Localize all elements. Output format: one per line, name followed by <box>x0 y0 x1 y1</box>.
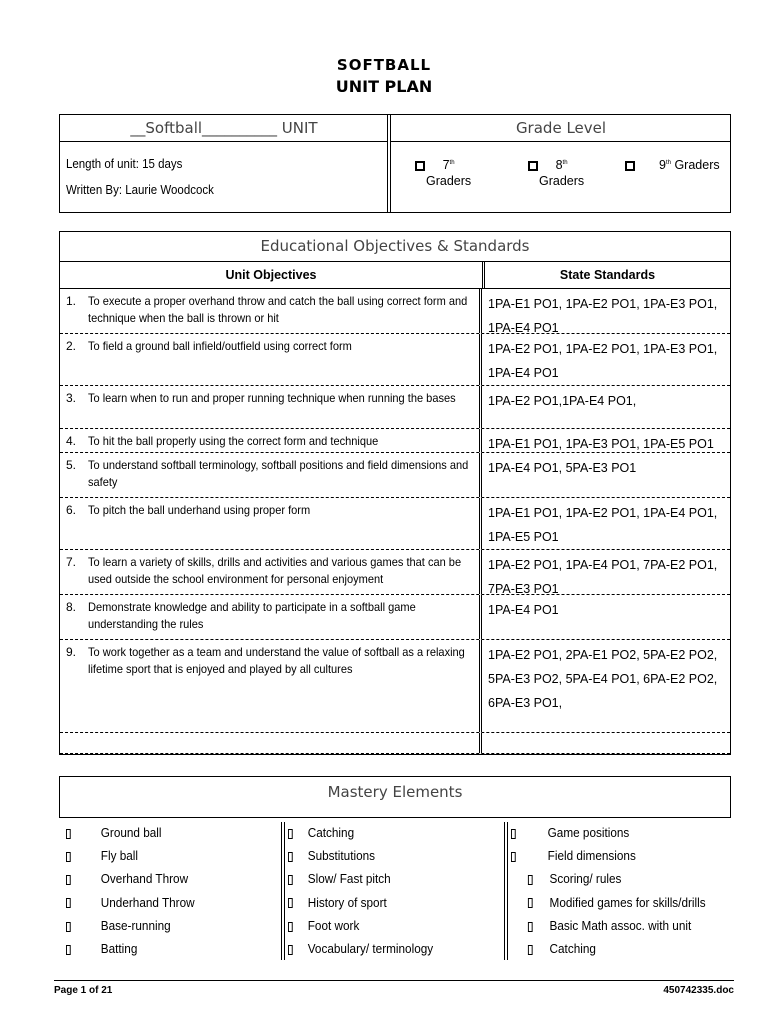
objective-text: To learn when to run and proper running technique when running the bases <box>88 391 456 405</box>
objective-cell <box>60 595 482 639</box>
grade-option-8[interactable]: 8th Graders <box>511 155 584 189</box>
document-title <box>0 54 768 98</box>
mastery-item: History of sport <box>288 892 433 915</box>
objective-text: To work together as a team and understand the value of softball as a relaxing lifetime sport that is enjoyed and played by all cultures <box>88 645 465 676</box>
mastery-item: Fly ball <box>66 845 195 868</box>
objective-row <box>60 498 730 550</box>
standards-cell: 1PA-E4 PO1 <box>488 603 559 617</box>
unit-label: __Softball__________ UNIT <box>60 115 388 142</box>
bullet-icon <box>66 829 71 839</box>
bullet-icon <box>288 875 293 885</box>
title-line2: UNIT PLAN <box>335 77 433 96</box>
standards-cell: 1PA-E2 PO1, 2PA-E1 PO2, 5PA-E2 PO2, 5PA-E3 PO2, 5PA-E4 PO1, 6PA-E2 PO2, 6PA-E3 PO1, <box>488 648 718 710</box>
checkbox-icon[interactable] <box>528 161 538 171</box>
mastery-column-2 <box>288 822 442 961</box>
mastery-item: Basic Math assoc. with unit <box>511 915 706 938</box>
mastery-column-1 <box>66 822 203 961</box>
state-standards-header: State Standards <box>559 268 656 282</box>
objective-number: 7. <box>66 555 77 569</box>
mastery-item: Vocabulary/ terminology <box>288 938 433 961</box>
mastery-item: Slow/ Fast pitch <box>288 868 433 891</box>
objective-number: 8. <box>66 600 77 614</box>
grade-level-label: Grade Level <box>391 115 731 142</box>
objective-row <box>60 429 730 453</box>
mastery-item: Overhand Throw <box>66 868 195 891</box>
mastery-item: Batting <box>66 938 195 961</box>
objective-row <box>60 453 730 498</box>
bullet-icon <box>288 898 293 908</box>
objective-cell <box>60 429 482 452</box>
objective-row <box>60 386 730 429</box>
objective-cell <box>60 386 482 428</box>
standards-cell: 1PA-E1 PO1, 1PA-E2 PO1, 1PA-E4 PO1, 1PA-E5 PO1 <box>488 506 718 544</box>
mastery-item: Catching <box>288 822 433 845</box>
bullet-icon <box>528 898 533 908</box>
bullet-icon <box>66 922 71 932</box>
objective-row <box>60 550 730 595</box>
objective-number: 9. <box>66 645 77 659</box>
objectives-header <box>60 262 730 289</box>
column-separator <box>281 822 285 960</box>
objectives-table <box>59 231 731 755</box>
objective-cell <box>60 289 482 333</box>
bullet-icon <box>528 875 533 885</box>
objective-cell <box>60 640 482 732</box>
bullet-icon <box>528 945 533 955</box>
objective-number: 6. <box>66 503 77 517</box>
mastery-item: Modified games for skills/drills <box>511 892 706 915</box>
checkbox-icon[interactable] <box>415 161 425 171</box>
grade-option-9[interactable]: 9th Graders <box>625 155 720 173</box>
mastery-column-3 <box>511 822 718 961</box>
objective-text: To learn a variety of skills, drills and activities and various games that can be used outside the school environment for personal enjoyment <box>88 555 462 586</box>
objective-number: 4. <box>66 434 77 448</box>
mastery-item: Scoring/ rules <box>511 868 706 891</box>
objective-number: 2. <box>66 339 77 353</box>
objective-cell <box>60 453 482 497</box>
bullet-icon <box>288 922 293 932</box>
mastery-item: Game positions <box>511 822 706 845</box>
objective-number: 5. <box>66 458 77 472</box>
title-line1: SOFTBALL <box>336 56 432 74</box>
mastery-item: Catching <box>511 938 706 961</box>
unit-author: Written By: Laurie Woodcock <box>66 183 214 197</box>
bullet-icon <box>528 922 533 932</box>
bullet-icon <box>288 945 293 955</box>
mastery-item: Field dimensions <box>511 845 706 868</box>
mastery-item: Foot work <box>288 915 433 938</box>
column-separator <box>387 115 391 212</box>
objective-text: To hit the ball properly using the correct form and technique <box>88 434 379 448</box>
unit-details <box>66 151 214 203</box>
bullet-icon <box>511 852 516 862</box>
grade-option-7[interactable]: 7th Graders <box>398 155 471 189</box>
bullet-icon <box>66 875 71 885</box>
page-number: Page 1 of 21 <box>54 985 113 996</box>
objective-number: 1. <box>66 294 77 308</box>
checkbox-icon[interactable] <box>625 161 635 171</box>
unit-info-box <box>59 114 731 213</box>
objective-text: To pitch the ball underhand using proper form <box>88 503 311 517</box>
objectives-title: Educational Objectives & Standards <box>60 232 730 262</box>
objective-row <box>60 640 730 733</box>
objective-row <box>60 289 730 334</box>
mastery-item: Base-running <box>66 915 195 938</box>
bullet-icon <box>288 852 293 862</box>
standards-cell: 1PA-E1 PO1, 1PA-E2 PO1, 1PA-E3 PO1, 1PA-E4 PO1 <box>488 297 718 335</box>
objective-cell <box>60 334 482 385</box>
standards-cell: 1PA-E2 PO1, 1PA-E4 PO1, 7PA-E2 PO1, 7PA-E3 PO1 <box>488 558 718 596</box>
bullet-icon <box>66 852 71 862</box>
mastery-title: Mastery Elements <box>59 776 731 818</box>
standards-cell: 1PA-E1 PO1, 1PA-E3 PO1, 1PA-E5 PO1 <box>488 437 714 451</box>
column-separator <box>504 822 508 960</box>
bullet-icon <box>66 945 71 955</box>
objective-cell <box>60 498 482 549</box>
objective-number: 3. <box>66 391 77 405</box>
unit-length: Length of unit: 15 days <box>66 157 183 171</box>
bullet-icon <box>288 829 293 839</box>
mastery-item: Underhand Throw <box>66 892 195 915</box>
objective-text: To understand softball terminology, softball positions and field dimensions and safety <box>88 458 469 489</box>
objective-cell <box>60 550 482 594</box>
objective-row <box>60 595 730 640</box>
objective-text: Demonstrate knowledge and ability to participate in a softball game understanding the rules <box>88 600 416 631</box>
unit-objectives-header: Unit Objectives <box>60 262 485 288</box>
bullet-icon <box>511 829 516 839</box>
mastery-item: Ground ball <box>66 822 195 845</box>
empty-row <box>60 733 730 754</box>
objective-text: To field a ground ball infield/outfield using correct form <box>88 339 352 353</box>
standards-cell: 1PA-E2 PO1, 1PA-E2 PO1, 1PA-E3 PO1, 1PA-E4 PO1 <box>488 342 718 380</box>
mastery-item: Substitutions <box>288 845 433 868</box>
bullet-icon <box>66 898 71 908</box>
document-filename: 450742335.doc <box>663 985 734 996</box>
standards-cell: 1PA-E2 PO1,1PA-E4 PO1, <box>488 394 637 408</box>
standards-cell: 1PA-E4 PO1, 5PA-E3 PO1 <box>488 461 637 475</box>
objective-row <box>60 334 730 386</box>
page-footer <box>54 980 734 996</box>
objective-text: To execute a proper overhand throw and catch the ball using correct form and technique when the ball is thrown or hit <box>88 294 468 325</box>
